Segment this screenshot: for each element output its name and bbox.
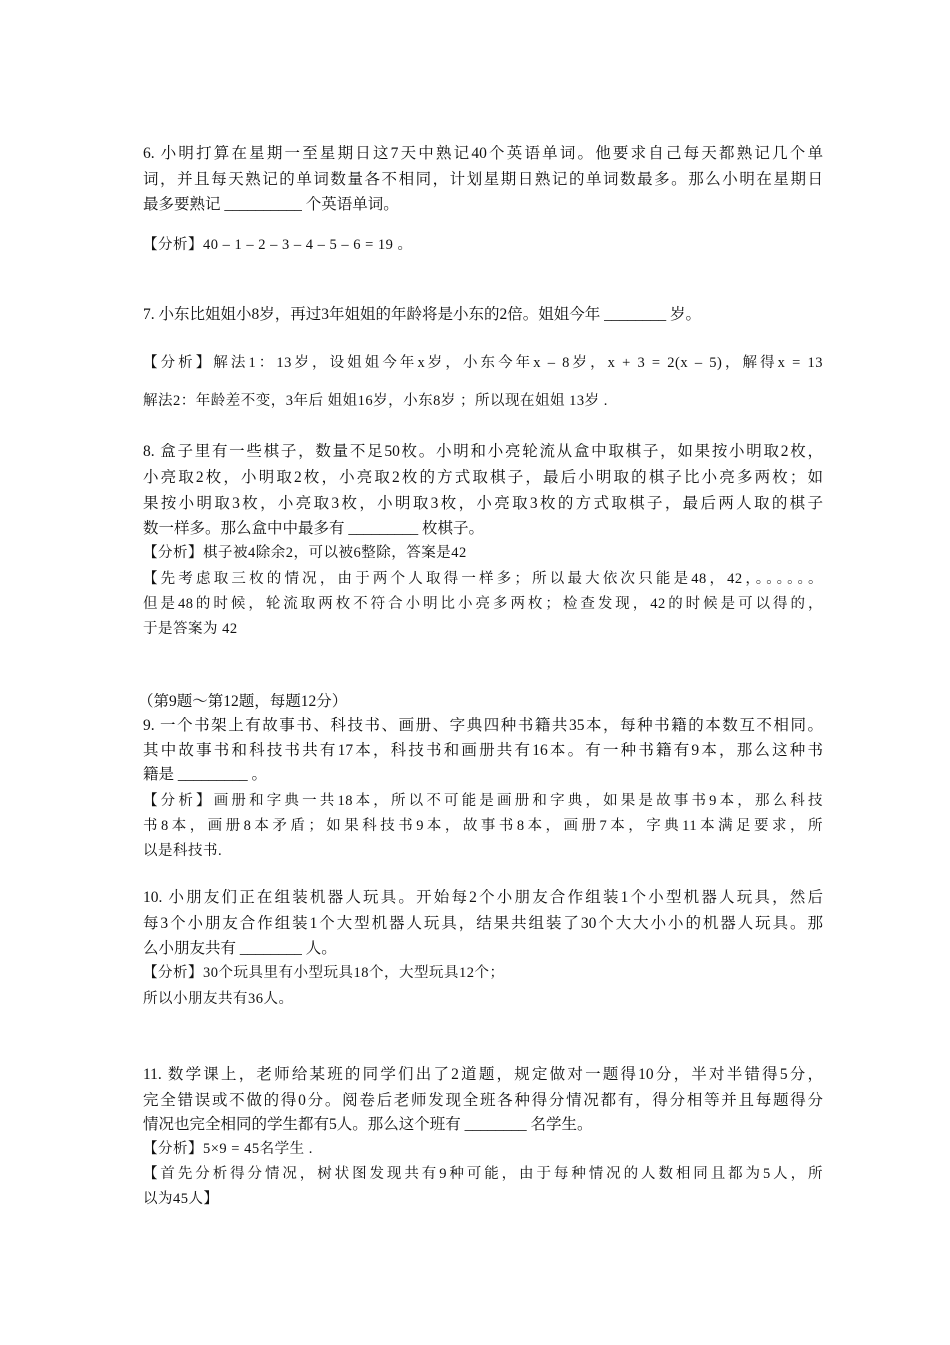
analysis-11-line: 【首先分析得分情况，树状图发现共有9种可能，由于每种情况的人数相同且都为5人，所 [143, 1166, 823, 1182]
analysis-9-line: 书8本，画册8本矛盾；如果科技书9本，故事书8本，画册7本，字典11本满足要求，所 [143, 818, 823, 834]
question-10-line: 10. 小朋友们正在组装机器人玩具。开始每2个小朋友合作组装1个小型机器人玩具，然后 [143, 889, 823, 906]
analysis-9-line: 【分析】画册和字典一共18本，所以不可能是画册和字典，如果是故事书9本，那么科技 [143, 793, 823, 809]
analysis-6-line: 【分析】40 – 1 – 2 – 3 – 4 – 5 – 6 = 19 。 [143, 237, 413, 253]
analysis-8-line: 于是答案为 42 [143, 621, 238, 637]
analysis-11-line: 【分析】5×9 = 45名学生 . [143, 1141, 313, 1157]
question-11-line: 完全错误或不做的得0分。阅卷后老师发现全班各种得分情况都有，得分相等并且每题得分 [143, 1092, 823, 1109]
question-6-line: 词，并且每天熟记的单词数量各不相同，计划星期日熟记的单词数最多。那么小明在星期日 [143, 171, 823, 188]
analysis-11-line: 以为45人】 [143, 1191, 219, 1207]
analysis-7-line: 解法2：年龄差不变，3年后 姐姐16岁，小东8岁 ；所以现在姐姐 13岁 . [143, 393, 608, 409]
analysis-7-line: 【分析】解法1：13岁，设姐姐今年x岁，小东今年x – 8岁，x + 3 = 2(x – 5)，解得x = 13 [143, 355, 823, 371]
question-10-line: 每3个小朋友合作组装1个大型机器人玩具，结果共组装了30个大大小小的机器人玩具。那 [143, 915, 823, 932]
question-11-line: 11. 数学课上，老师给某班的同学们出了2道题，规定做对一题得10分，半对半错得5分， [143, 1066, 823, 1083]
question-8-line: 数一样多。那么盒中中最多有 _________ 枚棋子。 [143, 520, 485, 537]
analysis-8-line: 【分析】棋子被4除余2，可以被6整除，答案是42 [143, 545, 467, 561]
question-6-line: 最多要熟记 __________ 个英语单词。 [143, 196, 399, 213]
analysis-9-line: 以是科技书. [143, 843, 223, 859]
question-8-line: 8. 盒子里有一些棋子，数量不足50枚。小明和小亮轮流从盒中取棋子，如果按小明取2枚， [143, 443, 823, 460]
question-7-line: 7. 小东比姐姐小8岁，再过3年姐姐的年龄将是小东的2倍。姐姐今年 ________ 岁。 [143, 306, 702, 323]
question-8-line: 小亮取2枚，小明取2枚，小亮取2枚的方式取棋子，最后小明取的棋子比小亮多两枚；如 [143, 469, 823, 486]
question-8-line: 果按小明取3枚，小亮取3枚，小明取3枚，小亮取3枚的方式取棋子，最后两人取的棋子 [143, 495, 823, 512]
analysis-8-line: 但是48的时候，轮流取两枚不符合小明比小亮多两枚；检查发现，42的时候是可以得的， [143, 596, 823, 612]
section-header: （第9题～第12题，每题12分） [138, 693, 348, 710]
question-6-line: 6. 小明打算在星期一至星期日这7天中熟记40个英语单词。他要求自己每天都熟记几个单 [143, 145, 823, 162]
question-9-line: 其中故事书和科技书共有17本，科技书和画册共有16本。有一种书籍有9本，那么这种书 [143, 742, 823, 759]
question-9-line: 籍是 _________ 。 [143, 766, 268, 783]
analysis-10-line: 所以小朋友共有36人。 [143, 991, 294, 1007]
question-10-line: 么小朋友共有 ________ 人。 [143, 940, 337, 957]
analysis-10-line: 【分析】30个玩具里有小型玩具18个，大型玩具12个； [143, 965, 505, 981]
question-11-line: 情况也完全相同的学生都有5人。那么这个班有 ________ 名学生。 [143, 1116, 593, 1133]
analysis-8-line: 【先考虑取三枚的情况，由于两个人取得一样多；所以最大依次只能是48，42，。。。。。。 [143, 571, 823, 587]
question-9-line: 9. 一个书架上有故事书、科技书、画册、字典四种书籍共35本，每种书籍的本数互不相同。 [143, 717, 823, 734]
